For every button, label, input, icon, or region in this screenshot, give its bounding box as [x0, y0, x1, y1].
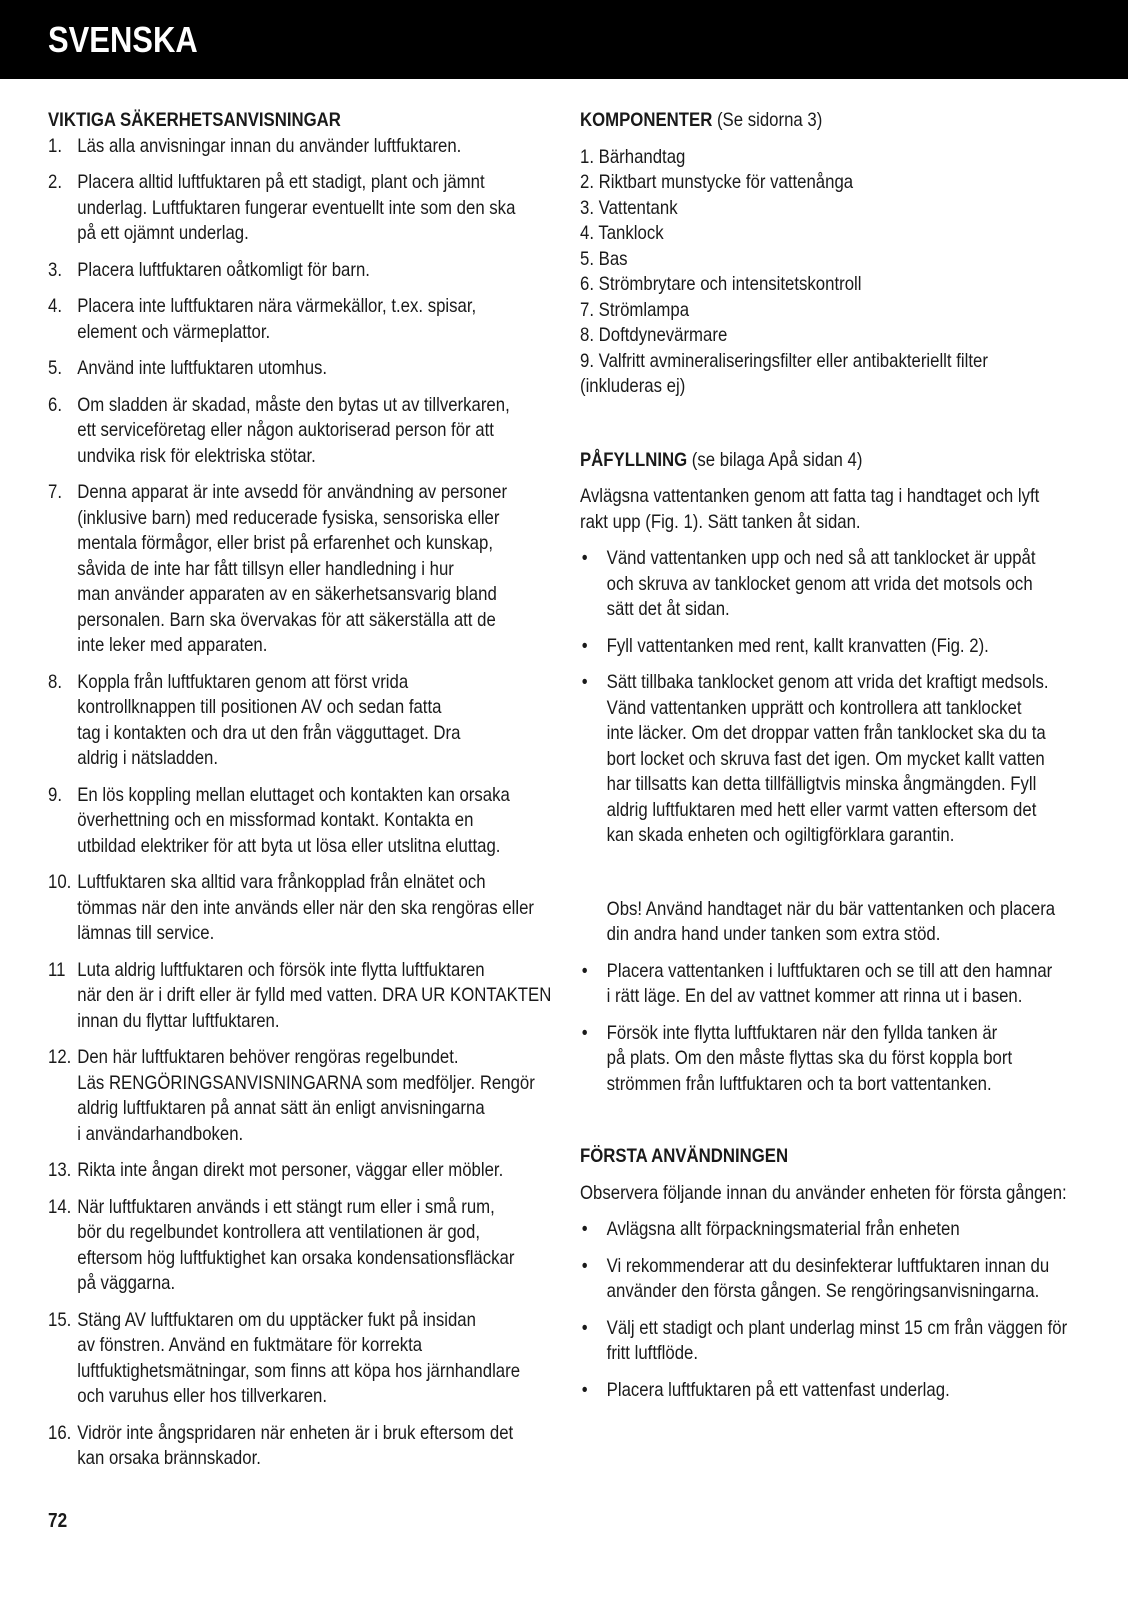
safety-item	[48, 958, 558, 1035]
filling-bullets	[580, 546, 1081, 849]
safety-item-text: Om sladden är skadad, måste den bytas ut av tillverkaren, ett serviceföretag eller någon auktoriserad person för att undvika risk för elektriska stötar.	[77, 393, 510, 467]
safety-item-number: 2.	[48, 171, 62, 193]
first-use-bullet	[580, 1316, 1081, 1367]
filling-bullet-text: Placera vattentanken i luftfuktaren och se till att den hamnar i rätt läge. En del av vattnet kommer att rinna ut i basen.	[606, 959, 1053, 1007]
first-use-bullet-text: Vi rekommenderar att du desinfekterar luftfuktaren innan du använder den första gången. Se rengöringsanvisningarna.	[606, 1254, 1050, 1302]
bullet-icon: •	[581, 634, 588, 657]
filling-bullet-text: Fyll vattentanken med rent, kallt kranvatten (Fig. 2).	[606, 634, 989, 657]
safety-item-number: 6.	[48, 393, 62, 416]
safety-item-number: 3.	[48, 258, 62, 281]
filling-bullet	[580, 1021, 1081, 1098]
safety-item	[48, 393, 558, 470]
safety-item-number: 14.	[48, 1195, 72, 1218]
safety-item	[48, 1195, 558, 1297]
safety-item-text: Stäng AV luftfuktaren om du upptäcker fukt på insidan av fönstren. Använd en fuktmätare för korrekta luftfuktighetsmätningar, som finns att köpa hos järnhandlare och varuhus eller hos tillverkaren.	[77, 1308, 521, 1407]
safety-item-number: 1.	[48, 134, 62, 157]
first-use-heading: FÖRSTA ANVÄNDNINGEN	[580, 1145, 789, 1167]
safety-item-text: Placera alltid luftfuktaren på ett stadigt, plant och jämnt underlag. Luftfuktaren fungerar eventuellt inte som den ska på ett ojämnt underlag.	[77, 171, 516, 244]
component-item: 9. Valfritt avmineraliseringsfilter eller antibakteriellt filter (inkluderas ej)	[580, 349, 988, 397]
language-title: SVENSKA	[48, 19, 198, 60]
component-item: 6. Strömbrytare och intensitetskontroll	[580, 273, 862, 295]
first-use-bullet-text: Avlägsna allt förpackningsmaterial från enheten	[606, 1218, 960, 1240]
first-use-bullet	[580, 1254, 1081, 1305]
bullet-icon: •	[581, 1218, 588, 1240]
filling-note: Obs! Använd handtaget när du bär vattentanken och placera din andra hand under tanken som extra stöd.	[606, 897, 1056, 945]
first-use-bullet-text: Välj ett stadigt och plant underlag minst 15 cm från väggen för fritt luftflöde.	[606, 1316, 1068, 1364]
component-item: 8. Doftdynevärmare	[580, 324, 728, 346]
filling-bullet	[580, 634, 1081, 660]
components-heading	[580, 108, 1081, 134]
safety-item	[48, 170, 558, 247]
bullet-icon: •	[581, 671, 588, 693]
filling-title: PÅFYLLNING	[580, 448, 688, 471]
first-use-bullet-text: Placera luftfuktaren på ett vattenfast underlag.	[606, 1378, 950, 1401]
safety-item-text: Den här luftfuktaren behöver rengöras regelbundet. Läs RENGÖRINGSANVISNINGARNA som medföljer. Rengör aldrig luftfuktaren på annat sätt än enligt anvisningarna i användarhandboken.	[77, 1046, 535, 1145]
safety-item	[48, 870, 558, 947]
filling-heading	[580, 448, 1081, 474]
safety-item-text: Luftfuktaren ska alltid vara frånkopplad från elnätet och tömmas när den inte används eller när den ska rengöras eller lämnas till service.	[77, 871, 535, 944]
filling-bullet-text: Vänd vattentanken upp och ned så att tanklocket är uppåt och skruva av tanklocket genom att vrida det motsols och sätt det åt sidan.	[606, 547, 1036, 620]
safety-item-text: Rikta inte ångan direkt mot personer, väggar eller möbler.	[77, 1159, 504, 1181]
bullet-icon: •	[581, 547, 588, 569]
safety-item	[48, 294, 558, 345]
safety-list	[48, 134, 558, 1472]
safety-item	[48, 258, 558, 284]
safety-item-number: 5.	[48, 357, 62, 379]
component-item: 3. Vattentank	[580, 196, 678, 219]
safety-item	[48, 356, 558, 382]
component-item: 2. Riktbart munstycke för vattenånga	[580, 171, 854, 193]
safety-item-text: Vidrör inte ångspridaren när enheten är i bruk eftersom det kan orsaka brännskador.	[77, 1421, 514, 1469]
safety-item-number: 15.	[48, 1308, 72, 1331]
safety-item-text: Placera luftfuktaren oåtkomligt för barn.	[77, 258, 370, 281]
safety-item	[48, 480, 558, 659]
component-item: 5. Bas	[580, 247, 628, 270]
safety-heading: VIKTIGA SÄKERHETSANVISNINGAR	[48, 109, 341, 131]
filling-bullet	[580, 546, 1081, 623]
language-header-bar	[0, 0, 1128, 79]
bullet-icon: •	[581, 959, 588, 982]
filling-bullet-text: Försök inte flytta luftfuktaren när den fyllda tanken är på plats. Om den måste flyttas ska du först koppla bort strömmen från luftfuktaren och ta bort vattentanken.	[606, 1021, 1013, 1095]
left-column	[48, 108, 558, 1483]
filling-intro: Avlägsna vattentanken genom att fatta tag i handtaget och lyft rakt upp (Fig. 1). Sätt tanken åt sidan.	[580, 485, 1040, 533]
filling-bullet	[580, 670, 1081, 849]
components-list	[580, 145, 1081, 400]
first-use-bullet	[580, 1217, 1081, 1243]
safety-item-number: 11	[48, 958, 66, 981]
safety-item-number: 16.	[48, 1421, 72, 1444]
safety-item-text: Denna apparat är inte avsedd för användning av personer (inklusive barn) med reducerade fysiska, sensoriska eller mentala förmågor, eller brist på erfarenhet och kunskap, såvida de inte har fått tillsyn eller handledning i hur man använder apparaten av en säkerhetsansvarig bland personalen. Barn ska övervakas för att säkerställa att de inte leker med apparaten.	[77, 481, 508, 656]
component-item: 7. Strömlampa	[580, 298, 690, 321]
safety-item	[48, 134, 558, 160]
safety-item-number: 7.	[48, 481, 62, 503]
page-number: 72	[48, 1510, 68, 1532]
safety-item	[48, 1308, 558, 1410]
safety-item	[48, 783, 558, 860]
filling-subtitle: (se bilaga Apå sidan 4)	[687, 448, 863, 471]
safety-item	[48, 1045, 558, 1147]
safety-item	[48, 1158, 558, 1184]
filling-bullet-text: Sätt tillbaka tanklocket genom att vrida det kraftigt medsols. Vänd vattentanken upprätt och kontrollera att tanklocket inte läcker. Om det droppar vatten från tanklocket ska du ta bort locket och skruva fast det igen. Om mycket kallt vatten har tillsatts kan detta tillfälligtvis minska ångmängden. Fyll aldrig luftfuktaren med hett eller varmt vatten eftersom det kan skada enheten och ogiltigförklara garantin.	[606, 671, 1049, 846]
safety-item-number: 13.	[48, 1159, 72, 1181]
safety-item-text: Läs alla anvisningar innan du använder luftfuktaren.	[77, 134, 462, 157]
component-item: 4. Tanklock	[580, 222, 664, 244]
safety-item	[48, 1421, 558, 1472]
first-use-intro: Observera följande innan du använder enheten för första gången:	[580, 1181, 1067, 1204]
safety-item-number: 4.	[48, 295, 62, 317]
safety-item-number: 10.	[48, 871, 72, 893]
components-title: KOMPONENTER	[580, 109, 713, 131]
safety-item-number: 12.	[48, 1046, 72, 1068]
safety-item	[48, 670, 558, 772]
first-use-bullet	[580, 1378, 1081, 1404]
filling-bullet	[580, 959, 1081, 1010]
component-item: 1. Bärhandtag	[580, 145, 686, 168]
safety-item-text: Använd inte luftfuktaren utomhus.	[77, 357, 328, 379]
bullet-icon: •	[581, 1254, 588, 1277]
safety-item-text: Placera inte luftfuktaren nära värmekällor, t.ex. spisar, element och värmeplattor.	[77, 295, 477, 343]
bullet-icon: •	[581, 1021, 588, 1044]
safety-item-text: När luftfuktaren används i ett stängt rum eller i små rum, bör du regelbundet kontrollera att ventilationen är god, eftersom hög luftfuktighet kan orsaka kondensationsfläckar på väggarna.	[77, 1195, 515, 1294]
safety-item-number: 9.	[48, 783, 62, 806]
filling-bullets-2	[580, 959, 1081, 1098]
safety-item-text: Koppla från luftfuktaren genom att först vrida kontrollknappen till positionen AV och sedan fatta tag i kontakten och dra ut den från vägguttaget. Dra aldrig i nätsladden.	[77, 670, 461, 769]
first-use-bullets	[580, 1217, 1081, 1403]
bullet-icon: •	[581, 1378, 588, 1401]
bullet-icon: •	[581, 1316, 588, 1339]
safety-item-number: 8.	[48, 670, 62, 693]
safety-item-text: Luta aldrig luftfuktaren och försök inte flytta luftfuktaren när den är i drift eller är fylld med vatten. DRA UR KONTAKTEN innan du flyttar luftfuktaren.	[77, 958, 552, 1032]
safety-item-text: En lös koppling mellan eluttaget och kontakten kan orsaka överhettning och en missformad kontakt. Kontakta en utbildad elektriker för att byta ut lösa eller utslitna eluttag.	[77, 783, 510, 857]
right-column	[580, 108, 1080, 1414]
components-subtitle: (Se sidorna 3)	[712, 109, 823, 131]
